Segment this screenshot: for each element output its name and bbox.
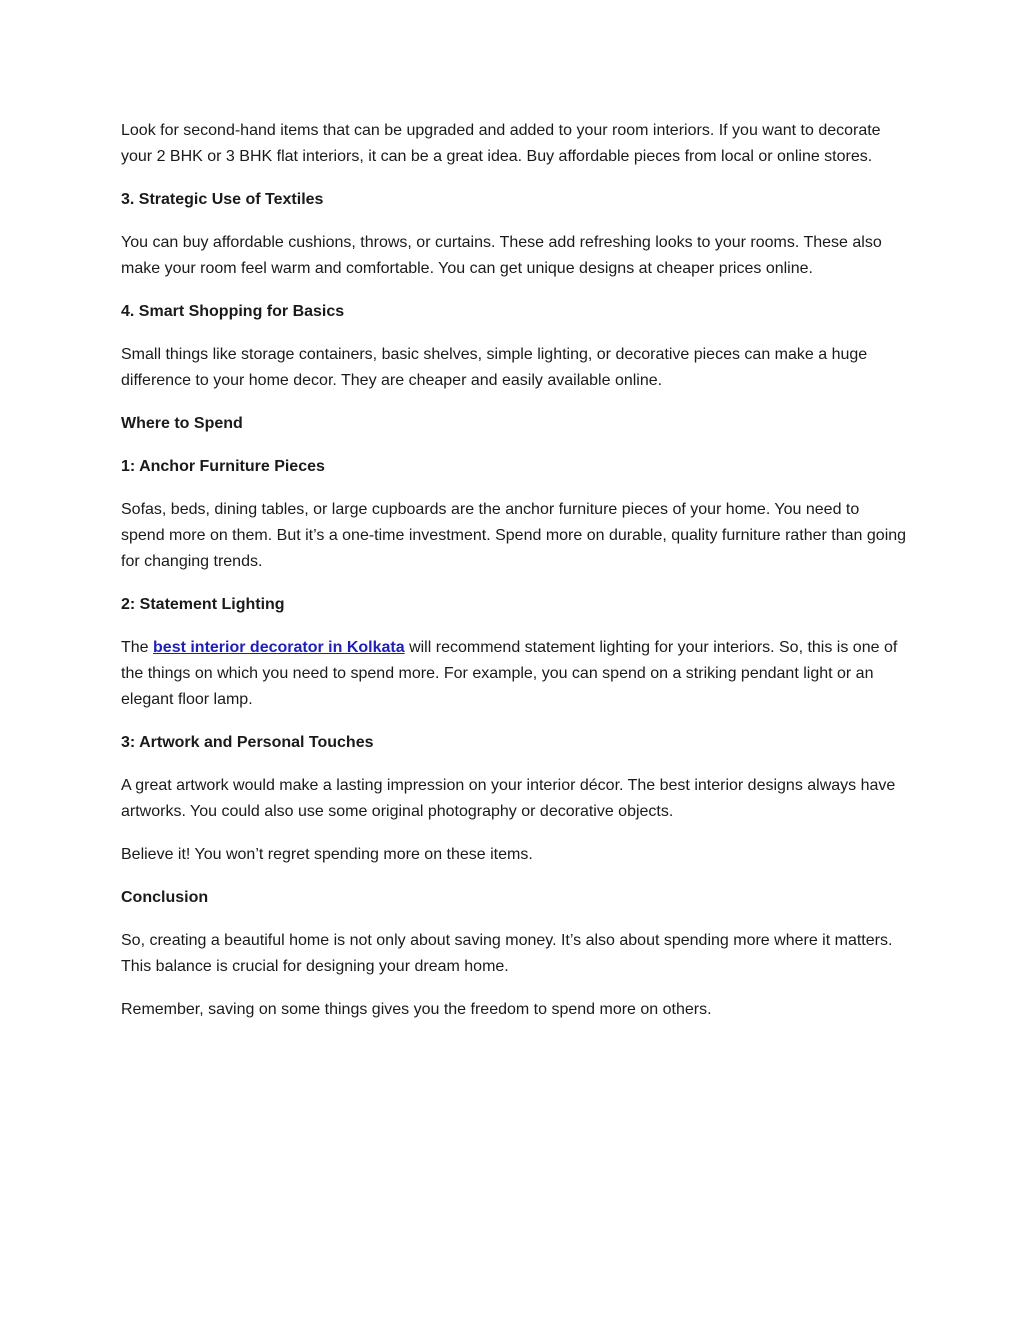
heading-smart-shopping: 4. Smart Shopping for Basics: [121, 303, 345, 320]
heading-where-to-spend: Where to Spend: [121, 415, 243, 432]
paragraph-statement-lighting: [121, 635, 907, 713]
heading-anchor-furniture: 1: Anchor Furniture Pieces: [121, 458, 325, 475]
paragraph-believe: Believe it! You won’t regret spending more on these items.: [121, 846, 533, 863]
document-page: [121, 118, 907, 1040]
heading-artwork: 3: Artwork and Personal Touches: [121, 734, 374, 751]
paragraph-second-hand: Look for second-hand items that can be upgraded and added to your room interiors. If you want to decorate your 2 BHK or 3 BHK flat interiors, it can be a great idea. Buy affordable pieces from local or online stores.: [121, 122, 881, 165]
heading-strategic-textiles: 3. Strategic Use of Textiles: [121, 191, 324, 208]
paragraph-shopping: Small things like storage containers, basic shelves, simple lighting, or decorative pieces can make a huge difference to your home decor. They are cheaper and easily available online.: [121, 346, 868, 389]
paragraph-remember: Remember, saving on some things gives you the freedom to spend more on others.: [121, 1001, 712, 1018]
paragraph-conclusion: So, creating a beautiful home is not only about saving money. It’s also about spending more where it matters. This balance is crucial for designing your dream home.: [121, 932, 893, 975]
lighting-text-after: will recommend statement lighting for your interiors. So, this is one of the things on which you need to spend more. For example, you can spend on a striking pendant light or an elegant floor lamp.: [121, 639, 898, 708]
paragraph-textiles: You can buy affordable cushions, throws, or curtains. These add refreshing looks to your rooms. These also make your room feel warm and comfortable. You can get unique designs at cheaper prices online.: [121, 234, 882, 277]
lighting-text-before: The: [121, 639, 154, 656]
paragraph-artwork: A great artwork would make a lasting impression on your interior décor. The best interior designs always have artworks. You could also use some original photography or decorative objects.: [121, 777, 896, 820]
heading-statement-lighting: 2: Statement Lighting: [121, 596, 285, 613]
paragraph-anchor-furniture: Sofas, beds, dining tables, or large cupboards are the anchor furniture pieces of your home. You need to spend more on them. But it’s a one-time investment. Spend more on durable, quality furniture rather than going for changing trends.: [121, 501, 907, 570]
heading-conclusion: Conclusion: [121, 889, 209, 906]
interior-decorator-link[interactable]: best interior decorator in Kolkata: [153, 639, 405, 656]
